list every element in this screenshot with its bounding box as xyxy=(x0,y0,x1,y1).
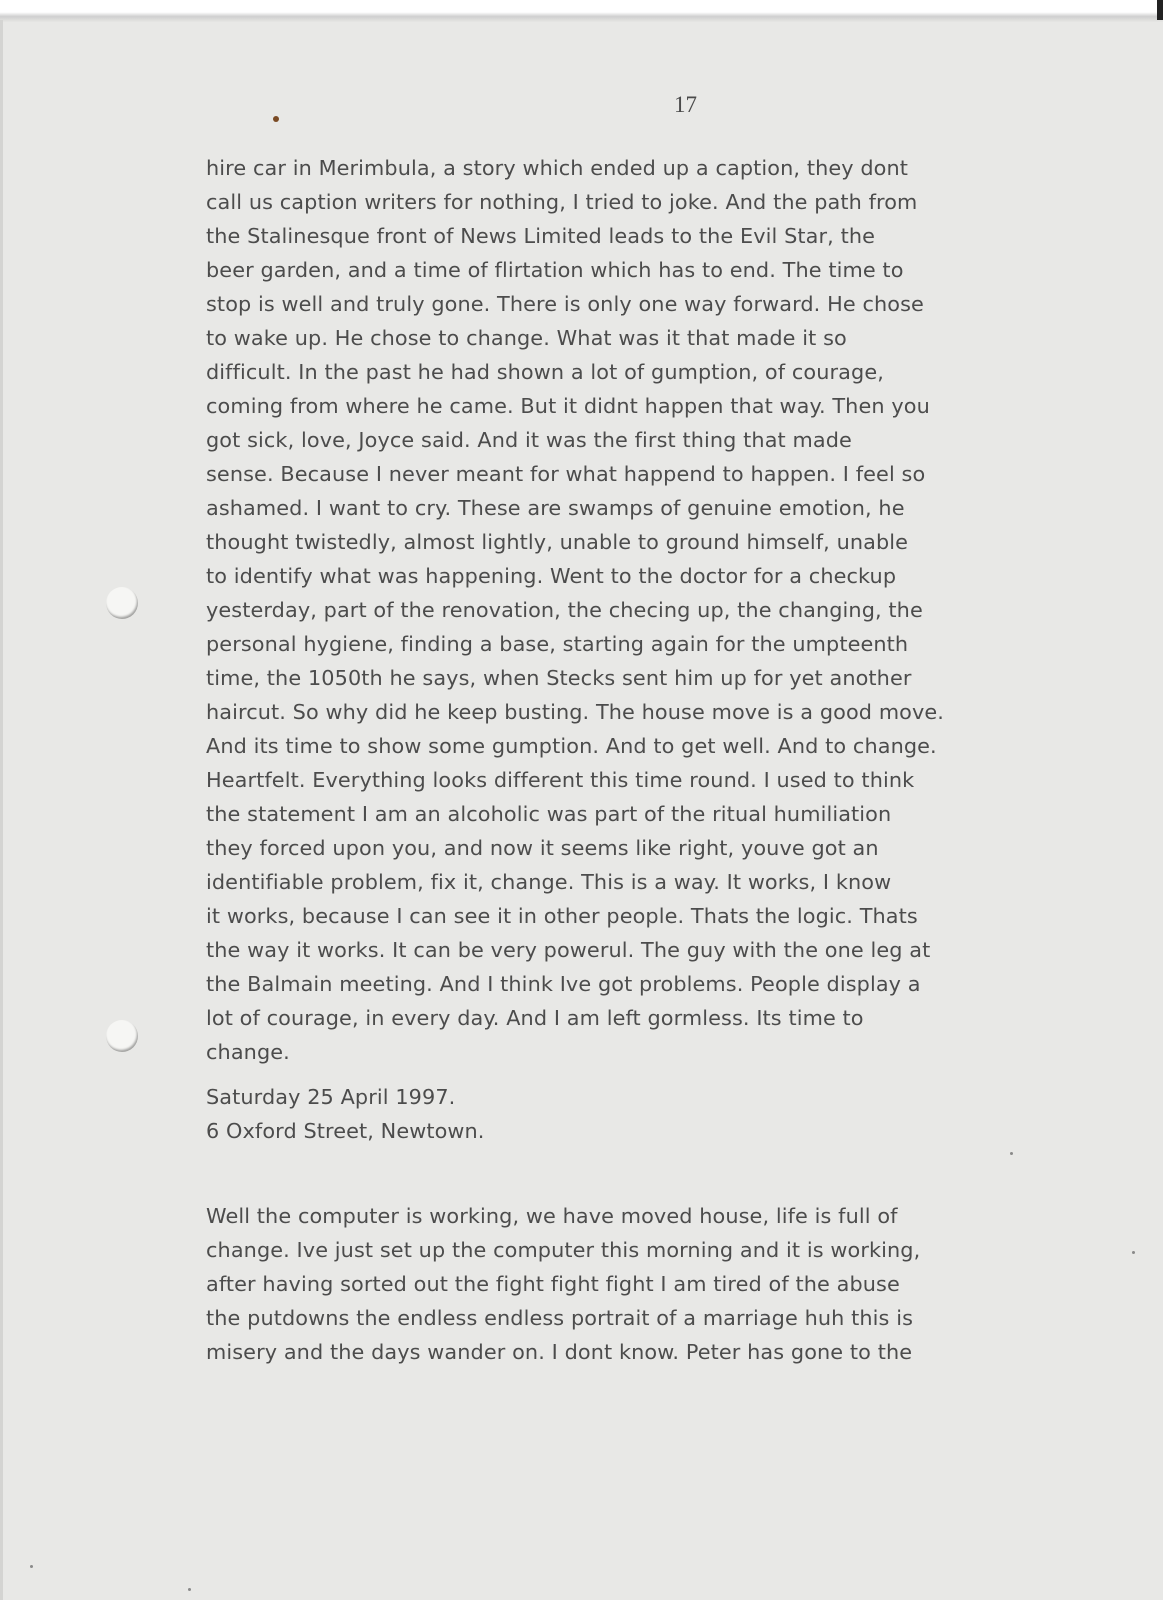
text-line: the way it works. It can be very powerul. The guy with the one leg at xyxy=(206,938,931,962)
paper-speck xyxy=(1132,1251,1135,1254)
text-line: the statement I am an alcoholic was part of the ritual humiliation xyxy=(206,802,892,826)
text-line: Heartfelt. Everything looks different this time round. I used to think xyxy=(206,768,915,792)
page-left-edge xyxy=(0,20,3,1600)
text-line: lot of courage, in every day. And I am left gormless. Its time to xyxy=(206,1006,864,1030)
text-line: they forced upon you, and now it seems like right, youve got an xyxy=(206,836,879,860)
text-line: stop is well and truly gone. There is only one way forward. He chose xyxy=(206,292,924,316)
text-line: time, the 1050th he says, when Stecks sent him up for yet another xyxy=(206,666,912,690)
ink-dot-mark xyxy=(273,116,279,122)
text-line: beer garden, and a time of flirtation which has to end. The time to xyxy=(206,258,904,282)
text-line: to identify what was happening. Went to the doctor for a checkup xyxy=(206,564,897,588)
text-line: identifiable problem, fix it, change. This is a way. It works, I know xyxy=(206,870,892,894)
page-top-edge xyxy=(0,0,1163,22)
entry-date: Saturday 25 April 1997. xyxy=(206,1085,456,1109)
text-line: to wake up. He chose to change. What was it that made it so xyxy=(206,326,847,350)
text-line: Well the computer is working, we have moved house, life is full of xyxy=(206,1204,898,1228)
text-line: coming from where he came. But it didnt happen that way. Then you xyxy=(206,394,930,418)
text-line: it works, because I can see it in other people. Thats the logic. Thats xyxy=(206,904,918,928)
punch-hole-upper xyxy=(106,587,138,619)
body-paragraph-2 xyxy=(206,1199,1036,1369)
paper-speck xyxy=(188,1588,191,1591)
paper-speck xyxy=(30,1565,33,1568)
text-line: call us caption writers for nothing, I tried to joke. And the path from xyxy=(206,190,918,214)
text-line: the putdowns the endless endless portrait of a marriage huh this is xyxy=(206,1306,914,1330)
paper-speck xyxy=(1010,1152,1013,1155)
punch-hole-lower xyxy=(106,1020,138,1052)
text-line: haircut. So why did he keep busting. The house move is a good move. xyxy=(206,700,945,724)
text-line: the Balmain meeting. And I think Ive got problems. People display a xyxy=(206,972,921,996)
text-line: after having sorted out the fight fight fight I am tired of the abuse xyxy=(206,1272,900,1296)
page-number: 17 xyxy=(674,92,697,117)
text-line: And its time to show some gumption. And to get well. And to change. xyxy=(206,734,937,758)
text-line: thought twistedly, almost lightly, unable to ground himself, unable xyxy=(206,530,909,554)
page-corner-shadow xyxy=(1157,0,1163,20)
text-line: got sick, love, Joyce said. And it was the first thing that made xyxy=(206,428,852,452)
text-line: change. Ive just set up the computer this morning and it is working, xyxy=(206,1238,921,1262)
text-line: hire car in Merimbula, a story which ended up a caption, they dont xyxy=(206,156,909,180)
text-line: sense. Because I never meant for what happend to happen. I feel so xyxy=(206,462,926,486)
body-paragraph-1 xyxy=(206,151,1036,1069)
text-line: the Stalinesque front of News Limited leads to the Evil Star, the xyxy=(206,224,876,248)
text-line: difficult. In the past he had shown a lot of gumption, of courage, xyxy=(206,360,884,384)
text-line: yesterday, part of the renovation, the checing up, the changing, the xyxy=(206,598,923,622)
text-line: personal hygiene, finding a base, starting again for the umpteenth xyxy=(206,632,909,656)
text-line: ashamed. I want to cry. These are swamps of genuine emotion, he xyxy=(206,496,905,520)
date-address-heading xyxy=(206,1080,1036,1148)
entry-address: 6 Oxford Street, Newtown. xyxy=(206,1119,485,1143)
text-line: misery and the days wander on. I dont know. Peter has gone to the xyxy=(206,1340,913,1364)
text-line: change. xyxy=(206,1040,290,1064)
